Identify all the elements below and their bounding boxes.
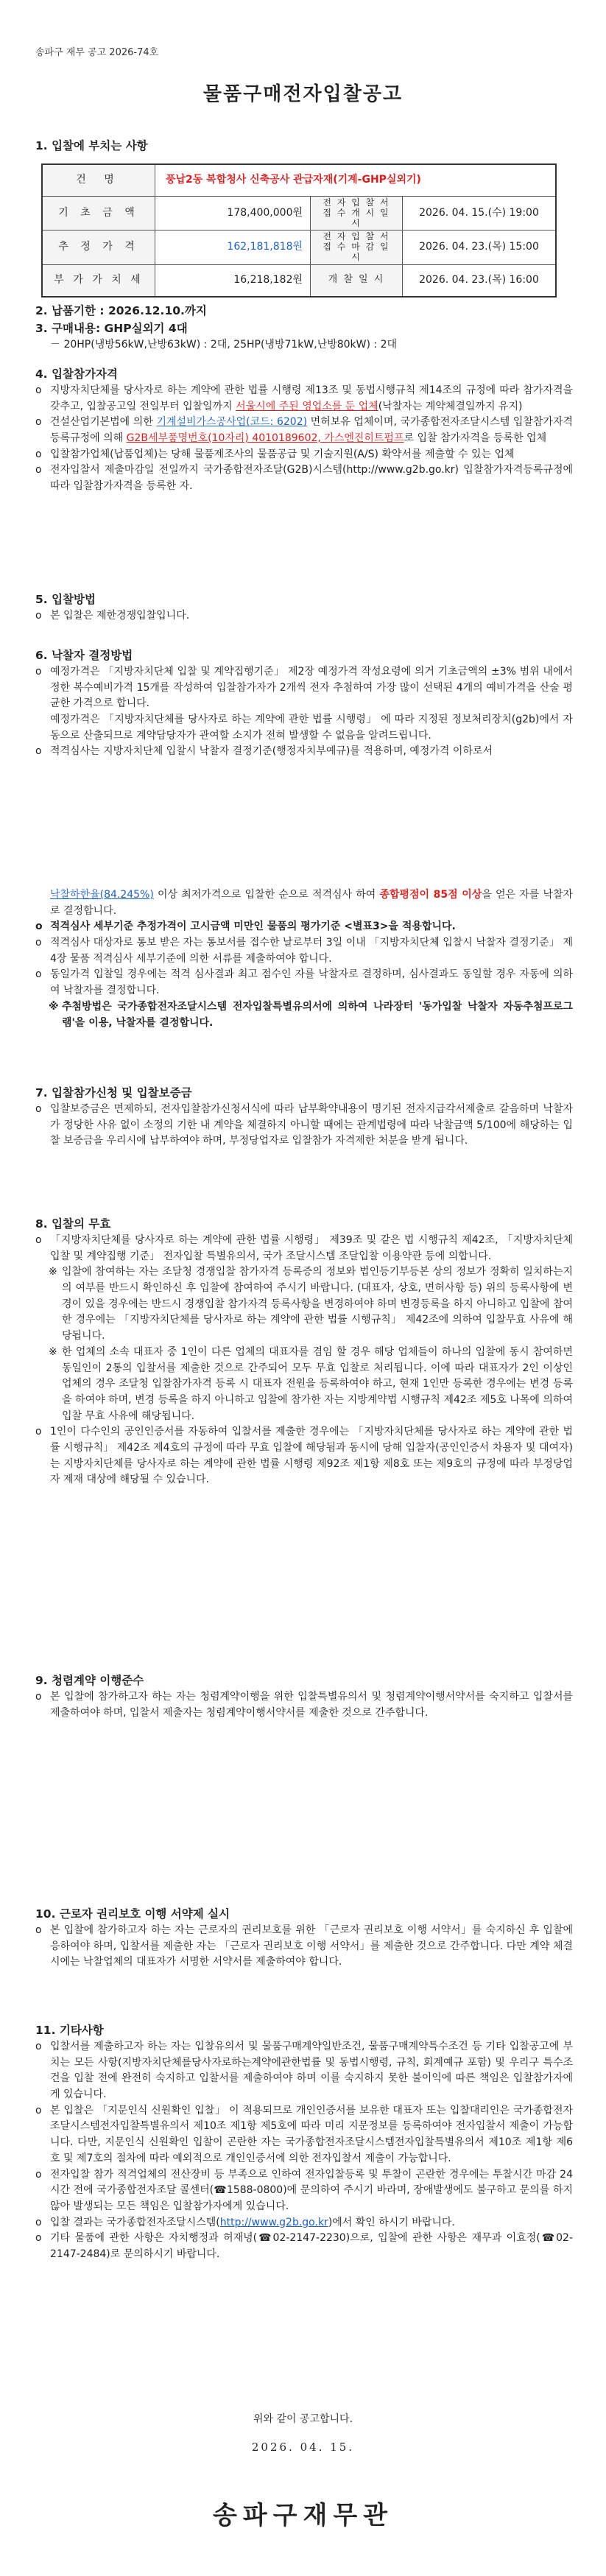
section-1 (35, 137, 573, 155)
section-9-heading: 9. 청렴계약 이행준수 (35, 1674, 144, 1687)
list-item: o 입찰보증금은 면제하되, 전자입찰참가신청서식에 따라 납부확약내용이 명기된 전자지급각서제출로 갈음하며 낙찰자가 정당한 사유 없이 소정의 기한 내 계약을 체결하지 아니할 때에는 관계법령에 따라 낙찰금액 5/100에 해당하는 입찰 보증금을 우리시에 납부하여야 하며, 부정당업자로 입찰참가 자격제한 처분을 받게 됩니다. (35, 1103, 573, 1147)
list-item: o 입찰 결과는 국가종합전자조달시스템(http://www.g2b.go.kr)에서 확인 하시기 바랍니다. (35, 2216, 455, 2228)
list-item-continued: 낙찰하한율(84.245%) 이상 최저가격으로 입찰한 순으로 적격심사 하여 종합평점이 85점 이상을 얻은 자를 낙찰자로 결정합니다. (50, 889, 573, 917)
item-name-label: 건 명 (42, 164, 155, 197)
notice-date: 2026. 04. 15. (251, 2440, 355, 2454)
bid-open-value: 2026. 04. 15.(수) 19:00 (403, 197, 557, 230)
section-5 (35, 591, 573, 624)
section-3-heading: 3. 구매내용: GHP실외기 4대 (35, 322, 188, 336)
list-item: o 전자입찰 참가 적격업체의 전산장비 등 부족으로 인하여 전자입찰등록 및 투찰이 곤란한 경우에는 투찰시간 마감 24시간 전에 국가종합전자조달 콜센터(☎1588-0800)에 문의하여 주시기 바라며, 장애발생에도 불구하고 문의를 하지 않아 발생되는 모든 책임은 입찰참가자에게 있습니다. (35, 2168, 573, 2212)
list-item: o 적격심사 대상자로 통보 받은 자는 통보서를 접수한 날로부터 3일 이내 「지방자치단체 입찰시 낙찰자 결정기준」 제4장 물품 적격심사 세부기준에 의한 서류를 제출하여야 합니다. (35, 937, 573, 965)
list-item: o 입찰참가업체(납품업체)는 당해 물품제조사의 물품공급 및 기술지원(A/S) 확약서를 제출할 수 있는 업체 (35, 448, 515, 460)
section-6-continued (35, 887, 573, 1031)
list-item: o 본 입찰은 「지문인식 신원확인 입찰」 이 적용되므로 개인인증서를 보유한 대표자 또는 입찰대리인은 국가종합전자조달시스템전자입찰특별유의서 제10조 제1항 제5호에 따라 미리 지문정보를 등록하여야 전자입찰서 제출이 가능합니다. 다만, 지문인식 신원확인 입찰이 곤란한 자는 국가종합전자조달시스템전자입찰특별유의서 제10조 제1항 제6호 및 제7호의 절차에 따라 예외적으로 개인인증서에 의한 전자입찰서 제출이 가능합니다. (35, 2104, 573, 2164)
bid-close-label: 전 자 입 찰 서 접 수 마 감 일 시 (311, 230, 403, 264)
bid-open-label: 전 자 입 찰 서 접 수 개 시 일 시 (311, 197, 403, 230)
section-8-heading: 8. 입찰의 무효 (35, 1217, 111, 1231)
closing-statement: 위와 같이 공고합니다. (253, 2413, 353, 2425)
bid-info-table (41, 163, 557, 298)
estimated-price-value: 162,181,818원 (155, 230, 311, 264)
estimated-price-label: 추 정 가 격 (42, 230, 155, 264)
document-title: 물품구매전자입찰공고 (202, 83, 404, 105)
note-item: ※ 입찰에 참여하는 자는 조달청 경쟁입찰 참가자격 등록증의 정보와 법인등기부등본 상의 정보가 정확히 일치하는지의 여부를 반드시 확인하신 후 입찰에 참여하여 주시기 바랍니다. (대표자, 상호, 면허사항 등) 위의 등록사항에 변경이 있을 경우에는 반드시 경쟁입찰 참가자격 등록사항을 변경하여야 하며 변경등록을 하지 아니하고 입찰에 참여한 경우에는 「지방자치단체를 당사자로 하는 계약에 관한 법률 시행규칙」 제42조에 의하여 입찰무효 사유에 해당됩니다. (49, 1266, 573, 1342)
list-item: o 적격심사 세부기준 추정가격이 고시금액 미만인 물품의 평가기준 <별표3>을 적용합니다. (35, 921, 456, 933)
list-item: o 전자입찰서 제출마감일 전일까지 국가종합전자조달(G2B)시스템(http://www.g2b.go.kr) 입찰참가자격등록규정에 따라 입찰참가자격을 등록한 자. (35, 464, 573, 493)
list-item: o 적격심사는 지방자치단체 입찰시 낙찰자 결정기준(행정자치부예규)를 적용하며, 예정가격 이하로서 (35, 745, 493, 758)
table-row (42, 197, 556, 230)
table-row (42, 230, 556, 264)
base-amount-value: 178,400,000원 (155, 197, 311, 230)
list-item: o 건설산업기본법에 의한 기계설비가스공사업(코드: 6202) 면허보유 업체이며, 국가종합전자조달시스템 입찰참가자격 등록규정에 의해 G2B세부품명번호(10자리) 4010189602, 가스엔진히트펌프로 입찰 참가자격을 등록한 업체 (35, 416, 574, 445)
section-11 (35, 2021, 573, 2263)
list-item: o 본 입찰에 참가하고자 하는 자는 청렴계약이행을 위한 입찰특별유의서 및 청렴계약이행서약서를 숙지하고 입찰서를 제출하여야 하며, 입찰서 제출자는 청렴계약이행서약서를 제출한 것으로 간주합니다. (35, 1691, 573, 1719)
vat-label: 부 가 가 치 세 (42, 264, 155, 297)
section-10 (35, 1905, 573, 1971)
section-7-heading: 7. 입찰참가신청 및 입찰보증금 (35, 1086, 192, 1099)
list-item: o 본 입찰은 제한경쟁입찰입니다. (35, 610, 190, 622)
section-10-heading: 10. 근로자 권리보호 이행 서약제 실시 (35, 1907, 230, 1921)
table-row (42, 164, 556, 197)
section-7 (35, 1084, 573, 1150)
delivery-deadline: 2. 납품기한 : 2026.12.10.까지 (35, 304, 207, 317)
section-2-3 (35, 302, 573, 353)
purchase-item-detail: － 20HP(냉방56kW,난방63kW) : 2대, 25HP(냉방71kW,난방80kW) : 2대 (50, 339, 398, 351)
opening-label: 개 찰 일 시 (311, 264, 403, 297)
section-6-heading: 6. 낙찰자 결정방법 (35, 649, 133, 662)
section-5-heading: 5. 입찰방법 (35, 593, 96, 606)
vat-value: 16,218,182원 (155, 264, 311, 297)
section-1-heading: 1. 입찰에 부치는 사항 (35, 139, 148, 152)
list-item: o 입찰서를 제출하고자 하는 자는 입찰유의서 및 물품구매계약일반조건, 물품구매계약특수조건 등 기타 입찰공고에 부치는 모든 사항(지방자치단체를당사자로하는계약에관한법률 및 동법시행령, 규칙, 회계예규 포함) 및 우리구 특수조건을 입찰 전에 완전히 숙지하고 입찰서를 제출하여야 하며 이를 숙지하지 못한 불이익에 따른 책임은 입찰참가자에게 있습니다. (35, 2041, 573, 2101)
table-row (42, 264, 556, 297)
section-4 (35, 365, 573, 495)
list-item: o 동일가격 입찰일 경우에는 적격 심사결과 최고 점수인 자를 낙찰자로 결정하며, 심사결과도 동일할 경우 자동에 의하여 낙찰자를 결정합니다. (35, 968, 573, 997)
section-4-heading: 4. 입찰참가자격 (35, 367, 118, 381)
issuer-name: 송파구재무관 (212, 2501, 394, 2530)
list-item: o 지방자치단체를 당사자로 하는 계약에 관한 법률 시행령 제13조 및 동법시행규칙 제14조의 규정에 따라 참가자격을 갖추고, 입찰공고일 전일부터 입찰일까지 서울시에 주된 영업소를 둔 업체(낙찰자는 계약체결일까지 유지) (35, 384, 573, 412)
list-item: o 예정가격은 「지방자치단체 입찰 및 계약집행기준」 제2장 예정가격 작성요령에 의거 기초금액의 ±3% 범위 내에서 정한 복수예비가격 15개를 작성하여 입찰참가자가 2개씩 전자 추첨하여 가장 많이 선택된 4개의 예비가격을 산술 평균한 가격으로 합니다. (35, 666, 573, 710)
list-item: o 기타 물품에 관한 사항은 자치행정과 허재녕(☎02-2147-2230)으로, 입찰에 관한 사항은 재무과 이효정(☎02-2147-2484)로 문의하시기 바랍니다. (35, 2232, 573, 2260)
lottery-note: ※ 추첨방법은 국가종합전자조달시스템 전자입찰특별유의서에 의하여 나라장터 '동가입찰 낙찰자 자동추첨프로그램'을 이용, 낙찰자를 결정합니다. (49, 1000, 573, 1029)
section-11-heading: 11. 기타사항 (35, 2024, 104, 2037)
section-8 (35, 1215, 573, 1488)
g2b-link[interactable]: http://www.g2b.go.kr (219, 2216, 328, 2228)
bid-close-value: 2026. 04. 23.(목) 15:00 (403, 230, 557, 264)
list-item: o 「지방자치단체를 당사자로 하는 계약에 관한 법률 시행령」 제39조 및 같은 법 시행규칙 제42조, 「지방자치단체 입찰 및 계약집행 기준」 전자입찰 특별유의서, 국가 조달시스템 조달입찰 이용약관 등에 의합니다. (35, 1234, 573, 1262)
notice-number: 송파구 재무 공고 2026-74호 (35, 47, 159, 58)
list-item: o 1인이 다수인의 공인인증서를 자동하여 입찰서를 제출한 경우에는 「지방자치단체를 당사자로 하는 계약에 관한 법률 시행규칙」 제42조 제4호의 규정에 따라 무효 입찰에 해당됨과 동시에 당해 입찰자(공인인증서 차용자 및 대여자)는 지방자치단체를 당사자로 하는 계약에 관한 법률 시행령 제92조 제1항 제8호 또는 제9호의 규정에 따라 부정당업자 제재 대상에 해당될 수 있습니다. (35, 1426, 573, 1486)
opening-value: 2026. 04. 23.(목) 16:00 (403, 264, 557, 297)
list-item: o 본 입찰에 참가하고자 하는 자는 근로자의 권리보호를 위한 「근로자 권리보호 이행 서약서」를 숙지하신 후 입찰에 응하여야 하며, 입찰서를 제출한 자는 「근로자 권리보호 이행 서약서」를 제출한 것으로 간주합니다. 다만 계약 체결 시에는 낙찰업체의 대표자가 서명한 서약서를 제출하여야 합니다. (35, 1924, 573, 1968)
item-name-value: 풍납2동 복합청사 신축공사 관급자재(기계-GHP실외기) (155, 164, 557, 197)
section-6 (35, 647, 573, 760)
base-amount-label: 기 초 금 액 (42, 197, 155, 230)
list-item-continued: 예정가격은 「지방자치단체를 당사자로 하는 계약에 관한 법률 시행령」 에 따라 지정된 정보처리장치(g2b)에서 자동으로 산출되므로 계약담당자가 관여할 소지가 전혀 발생할 수 없음을 알려드립니다. (50, 714, 573, 742)
section-9 (35, 1672, 573, 1721)
note-item: ※ 한 업체의 소속 대표자 중 1인이 다른 업체의 대표자를 겸임 할 경우 해당 업체들이 하나의 입찰에 동시 참여하면 동일인이 2통의 입찰서를 제출한 것으로 간주되어 모두 무효 입찰로 처리됩니다. 이에 따라 대표자가 2인 이상인 업체의 경우 조달청 입찰참가자격 등록 시 대표자 전원을 등록하여야 하고, 현재 1인만 등록한 경우에는 변경 등록을 하여야 하며, 변경 등록을 하지 아니하고 입찰에 참가한 자는 지방계약법 시행규칙 제42조 제5호 나목에 의하여 입찰 무효 사유에 해당됩니다. (49, 1345, 573, 1422)
